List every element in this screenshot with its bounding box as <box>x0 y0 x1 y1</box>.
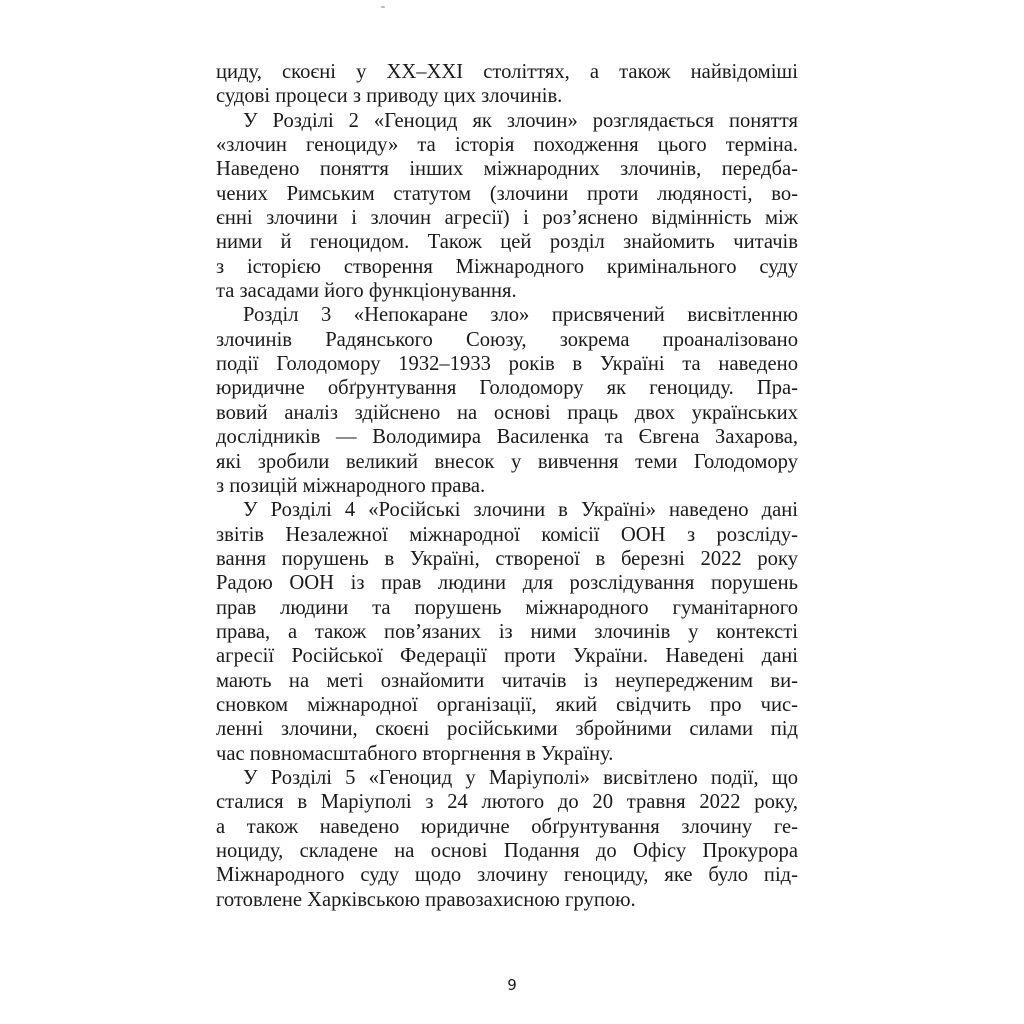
text-line: звітів Незалежної міжнародної комісії ООН з розсліду- <box>216 523 798 546</box>
text-line: злочинів Радянського Союзу, зокрема проаналізовано <box>216 328 798 351</box>
paragraph-chapter-2 <box>216 109 798 304</box>
text-line: час повномасштабного вторгнення в Україну. <box>216 742 614 765</box>
text-line: чених Римським статутом (злочини проти людяності, во- <box>216 182 798 205</box>
scan-speck <box>381 6 385 8</box>
text-line: єнні злочини і злочин агресії) і роз’яснено відмінність між <box>216 207 798 230</box>
text-line: Розділ 3 «Непокаране зло» присвячений висвітленню <box>243 304 798 327</box>
text-line: з позицій міжнародного права. <box>216 474 486 497</box>
paragraph-chapter-3 <box>216 303 798 498</box>
text-line: готовлене Харківською правозахисною групою. <box>216 888 636 911</box>
text-line: права, а також пов’язаних із ними злочинів у контексті <box>216 620 798 643</box>
text-line: та засадами його функціонування. <box>216 280 517 303</box>
text-line: ними й геноцидом. Також цей розділ знайомить читачів <box>216 231 798 254</box>
text-line: дослідників — Володимира Василенка та Євгена Захарова, <box>216 426 798 449</box>
text-line: сталися в Маріуполі з 24 лютого до 20 травня 2022 року, <box>216 791 798 814</box>
text-line: прав людини та порушень міжнародного гуманітарного <box>216 596 798 619</box>
text-line: юридичне обґрунтування Голодомору як геноциду. Пра- <box>216 377 798 400</box>
text-line: судові процеси з приводу цих злочинів. <box>216 85 563 108</box>
text-line: сновком міжнародної організації, який свідчить про чис- <box>216 693 798 716</box>
text-line: вовий аналіз здійснено на основі праць двох українських <box>216 401 798 424</box>
text-line: Радою ООН із прав людини для розслідування порушень <box>216 572 798 595</box>
text-line: з історією створення Міжнародного кримінального суду <box>216 255 798 278</box>
text-line: агресії Російської Федерації проти України. Наведені дані <box>216 645 798 668</box>
text-line: мають на меті ознайомити читачів із неупередженим ви- <box>216 669 798 692</box>
text-line: які зробили великий внесок у вивчення теми Голодомору <box>216 450 798 473</box>
paragraph-chapter-4 <box>216 498 798 766</box>
text-line: У Розділі 2 «Геноцид як злочин» розглядається поняття <box>243 109 798 132</box>
text-line: вання порушень в Україні, створеної в березні 2022 року <box>216 547 798 570</box>
paragraph-chapter-5 <box>216 766 798 912</box>
text-line: У Розділі 4 «Російські злочини в Україні» наведено дані <box>243 499 798 522</box>
text-line: ленні злочини, скоєні російськими збройними силами під <box>216 718 798 741</box>
body-text <box>216 60 798 912</box>
text-line: ноциду, складене на основі Подання до Офісу Прокурора <box>216 840 798 862</box>
paragraph <box>216 60 798 109</box>
page-number: 9 <box>507 976 517 994</box>
text-line: Наведено поняття інших міжнародних злочинів, передба- <box>216 158 798 181</box>
text-line: У Розділі 5 «Геноцид у Маріуполі» висвітлено події, що <box>243 766 798 789</box>
text-line: циду, скоєні у XX–XXI століттях, а також найвідоміші <box>216 61 798 83</box>
text-line: а також наведено юридичне обґрунтування злочину ге- <box>216 815 798 838</box>
text-line: події Голодомору 1932–1933 років в Україні та наведено <box>216 353 798 376</box>
text-line: «злочин геноциду» та історія походження цього терміна. <box>216 134 798 157</box>
text-line: Міжнародного суду щодо злочину геноциду, яке було під- <box>216 864 798 887</box>
